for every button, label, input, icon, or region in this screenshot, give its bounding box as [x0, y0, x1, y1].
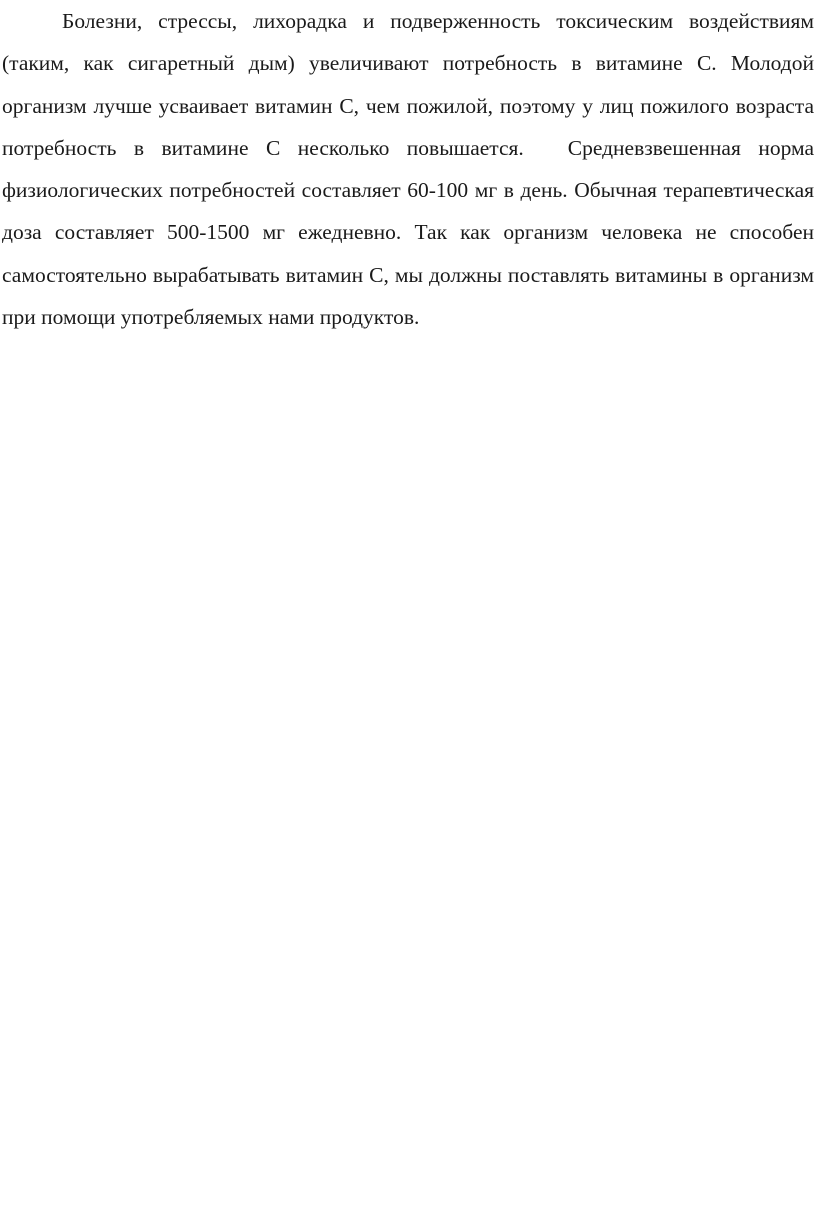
- paragraph-2: Средневзвешенная норма физиологических потребностей составляет 60-100 мг в день. Обычная терапевтическая доза составляет 500-1500 мг ежедневно. Так как организм человека не способен самостоятельно вырабатывать витамин С, мы должны поставлять витамины в организм при помощи употребляемых нами продуктов.: [2, 135, 814, 330]
- paragraph-1: Болезни, стрессы, лихорадка и подверженность токсическим воздействиям (таким, как сигаретный дым) увеличивают потребность в витамине С. Молодой организм лучше усваивает витамин С, чем пожилой, поэтому у лиц пожилого возраста потребность в витамине С несколько повышается.: [2, 9, 814, 160]
- body-text: [2, 0, 814, 338]
